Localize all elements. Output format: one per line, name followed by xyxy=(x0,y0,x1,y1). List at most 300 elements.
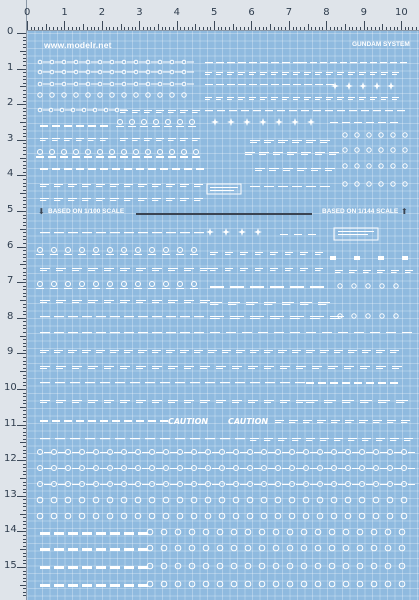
decal-ring xyxy=(94,282,99,287)
decal-ring xyxy=(352,314,356,318)
decal-line xyxy=(88,270,95,271)
decal-ring xyxy=(122,150,127,155)
decal-line xyxy=(282,302,294,303)
decal-line xyxy=(70,382,80,383)
series-label: GUNDAM SYSTEM xyxy=(352,41,410,48)
decal-line xyxy=(230,286,244,288)
decal-line xyxy=(235,438,245,439)
decal-line xyxy=(54,350,63,351)
decal-line xyxy=(166,316,176,317)
decal-ring xyxy=(388,450,393,455)
decal-line xyxy=(285,252,293,253)
decal-line xyxy=(212,468,219,469)
decal-line xyxy=(40,302,47,303)
left-ruler-number: 1 xyxy=(7,61,14,73)
decal-line xyxy=(184,366,194,367)
decal-line xyxy=(324,452,331,453)
decal-line xyxy=(151,62,158,63)
decal-line xyxy=(320,440,326,441)
decal-line xyxy=(56,300,66,301)
decal-line xyxy=(136,270,143,271)
decal-line xyxy=(292,186,302,187)
decal-line xyxy=(184,484,191,485)
decal-line xyxy=(184,302,191,303)
decal-ring xyxy=(80,450,85,455)
decal-line xyxy=(396,400,408,401)
decal-line xyxy=(110,232,120,233)
decal-line xyxy=(52,168,60,170)
decal-ring xyxy=(66,482,71,487)
decal-line xyxy=(54,352,60,353)
decal-line xyxy=(168,270,175,271)
decal-line xyxy=(115,382,125,383)
decal-ring xyxy=(98,70,102,74)
decal-line xyxy=(84,156,92,158)
decal-line xyxy=(264,400,274,401)
decal-ring xyxy=(52,482,57,487)
decal-ring xyxy=(107,513,113,519)
decal-line xyxy=(166,200,172,201)
decal-line xyxy=(52,125,60,127)
decal-line xyxy=(88,302,95,303)
decal-line xyxy=(260,74,265,75)
decal-ring xyxy=(164,450,169,455)
decal-line xyxy=(304,84,312,85)
decal-ring xyxy=(203,529,209,535)
decal-line xyxy=(104,300,114,301)
decal-line xyxy=(152,268,162,269)
decal-line xyxy=(145,438,155,439)
decal-ring xyxy=(51,513,57,519)
decal-line xyxy=(331,420,340,421)
decal-line xyxy=(292,350,301,351)
decal-line xyxy=(56,400,66,401)
decal-line xyxy=(232,400,242,401)
left-ruler-number: 14 xyxy=(4,524,17,536)
decal-line xyxy=(242,332,252,333)
decal-ring xyxy=(66,466,71,471)
decal-ring xyxy=(262,466,267,471)
decal-ring xyxy=(93,497,99,503)
decal-line xyxy=(110,584,120,587)
decal-line xyxy=(293,97,300,98)
decal-ring xyxy=(261,497,267,503)
decal-ring xyxy=(301,529,307,535)
decal-line xyxy=(205,99,210,100)
decal-line xyxy=(334,440,340,441)
decal-line xyxy=(264,402,271,403)
decal-line xyxy=(334,352,340,353)
decal-line xyxy=(152,186,158,187)
decal-ring xyxy=(380,284,384,288)
decal-line xyxy=(152,270,159,271)
decal-line xyxy=(342,122,350,123)
decal-line xyxy=(138,200,144,201)
decal-ring xyxy=(248,482,253,487)
decal-line xyxy=(354,256,360,260)
decal-line xyxy=(132,140,138,141)
decal-line xyxy=(67,62,74,63)
decal-ring xyxy=(355,133,359,137)
decal-line xyxy=(329,154,336,155)
decal-line xyxy=(232,402,239,403)
decal-ring xyxy=(158,82,162,86)
decal-line xyxy=(376,350,385,351)
decal-line xyxy=(277,110,285,111)
decal-line xyxy=(44,468,51,469)
decal-line xyxy=(296,468,303,469)
left-ruler-number: 8 xyxy=(7,310,14,322)
decal-line xyxy=(296,366,306,367)
decal-ring xyxy=(290,450,295,455)
decal-ring xyxy=(38,70,42,74)
decal-ring xyxy=(52,466,57,471)
decal-line xyxy=(311,168,321,169)
decal-ring xyxy=(107,497,113,503)
decal-line xyxy=(56,268,66,269)
decal-ring xyxy=(374,482,379,487)
decal-line xyxy=(240,270,246,271)
decal-line xyxy=(54,232,64,233)
decal-ring xyxy=(343,182,347,186)
decal-ring xyxy=(304,450,309,455)
decal-ring xyxy=(245,563,251,569)
decal-line xyxy=(40,548,50,551)
decal-line xyxy=(104,366,114,367)
decal-line xyxy=(210,190,234,191)
decal-line xyxy=(246,304,254,305)
decal-line xyxy=(280,366,290,367)
decal-line xyxy=(138,584,148,587)
decal-line xyxy=(322,332,332,333)
decal-line xyxy=(315,74,320,75)
decal-ring xyxy=(38,466,43,471)
decal-line xyxy=(180,186,186,187)
decal-line xyxy=(338,231,374,232)
decal-line xyxy=(359,72,366,73)
decal-ring xyxy=(403,164,407,168)
decal-line xyxy=(293,62,301,63)
decal-line xyxy=(290,286,304,288)
decal-line xyxy=(156,112,162,113)
decal-line xyxy=(124,200,130,201)
decal-star xyxy=(243,118,251,126)
decal-line xyxy=(282,468,289,469)
decal-ring xyxy=(273,563,279,569)
decal-ring xyxy=(122,60,126,64)
decal-line xyxy=(58,468,65,469)
decal-ring xyxy=(206,482,211,487)
decal-line xyxy=(144,112,150,113)
decal-line xyxy=(200,268,210,269)
decal-ring xyxy=(315,529,321,535)
decal-ring xyxy=(259,545,265,551)
decal-box xyxy=(207,184,241,194)
decal-line xyxy=(238,74,243,75)
decal-line xyxy=(334,350,343,351)
decal-line xyxy=(264,368,271,369)
decal-line xyxy=(175,72,182,73)
decal-line xyxy=(330,256,336,260)
decal-line xyxy=(138,548,148,551)
decal-line xyxy=(166,332,176,333)
decal-line xyxy=(394,452,401,453)
decal-ring xyxy=(108,450,113,455)
decal-line xyxy=(88,400,98,401)
decal-line xyxy=(271,84,279,85)
decal-ring xyxy=(329,529,335,535)
decal-ring xyxy=(65,497,71,503)
decal-line xyxy=(138,566,148,569)
decal-line xyxy=(269,170,276,171)
decal-line xyxy=(278,142,285,143)
decal-line xyxy=(68,532,78,535)
decal-line xyxy=(110,548,120,551)
decal-line xyxy=(200,270,207,271)
decal-line xyxy=(152,200,158,201)
decal-line xyxy=(40,168,48,170)
decal-line xyxy=(345,422,351,423)
decal-line xyxy=(166,352,172,353)
decal-line xyxy=(190,438,200,439)
decal-line xyxy=(100,138,108,139)
decal-line xyxy=(387,420,396,421)
decal-line xyxy=(184,270,191,271)
decal-line xyxy=(120,302,127,303)
decal-line xyxy=(194,332,204,333)
decal-line xyxy=(292,352,298,353)
decal-ring xyxy=(345,513,351,519)
decal-ring xyxy=(146,70,150,74)
decal-line xyxy=(124,232,134,233)
decal-line xyxy=(366,468,373,469)
decal-line xyxy=(373,110,381,111)
decal-line xyxy=(58,452,65,453)
decal-line xyxy=(360,366,370,367)
decal-line xyxy=(136,420,144,422)
decal-line xyxy=(348,72,355,73)
decal-line xyxy=(120,156,128,158)
decal-ring xyxy=(150,282,155,287)
decal-line xyxy=(254,468,261,469)
decal-line xyxy=(103,72,110,73)
decal-line xyxy=(210,304,218,305)
decal-line xyxy=(144,156,152,158)
decal-ring xyxy=(371,545,377,551)
decal-line xyxy=(344,366,354,367)
decal-line xyxy=(280,382,290,383)
decal-line xyxy=(216,97,223,98)
decal-line xyxy=(152,232,162,233)
decal-line xyxy=(330,318,340,319)
decal-line xyxy=(194,232,204,233)
decal-line xyxy=(160,438,170,439)
decal-star xyxy=(291,118,299,126)
decal-ring xyxy=(371,581,377,587)
decal-ring xyxy=(303,497,309,503)
decal-line xyxy=(306,440,312,441)
decal-ring xyxy=(166,120,171,125)
decal-line xyxy=(312,366,322,367)
decal-line xyxy=(170,484,177,485)
decal-line xyxy=(400,62,407,63)
decal-ring xyxy=(38,450,43,455)
decal-line xyxy=(194,186,200,187)
decal-line xyxy=(255,268,263,269)
decal-line xyxy=(260,84,268,85)
decal-line xyxy=(100,168,108,170)
decal-line xyxy=(192,156,200,158)
decal-ring xyxy=(163,513,169,519)
decal-line xyxy=(338,234,368,235)
decal-line xyxy=(180,350,189,351)
decal-line xyxy=(290,318,300,319)
decal-line xyxy=(52,140,58,141)
decal-line xyxy=(96,186,102,187)
decal-line xyxy=(226,468,233,469)
decal-line xyxy=(337,72,344,73)
decal-line xyxy=(54,316,64,317)
decal-ring xyxy=(175,529,181,535)
decal-line xyxy=(310,452,317,453)
decal-line xyxy=(148,168,156,170)
decal-line xyxy=(55,62,62,63)
decal-star xyxy=(387,82,395,90)
decal-line xyxy=(127,62,134,63)
decal-line xyxy=(40,300,50,301)
decal-line xyxy=(376,440,382,441)
decal-line xyxy=(54,186,60,187)
decal-line xyxy=(387,422,393,423)
decal-ring xyxy=(50,150,55,155)
decal-line xyxy=(56,368,63,369)
decal-line xyxy=(238,84,246,85)
decal-ring xyxy=(189,545,195,551)
decal-line xyxy=(334,438,343,439)
decal-line xyxy=(180,198,189,199)
decal-ring xyxy=(178,466,183,471)
decal-ring xyxy=(86,70,90,74)
decal-line xyxy=(394,468,401,469)
decal-ring xyxy=(175,563,181,569)
decal-ring xyxy=(50,60,54,64)
left-ruler-number: 6 xyxy=(7,239,14,251)
decal-line xyxy=(273,152,283,153)
decal-line xyxy=(255,254,261,255)
right-scale-label: BASED ON 1/144 SCALE xyxy=(322,208,399,215)
decal-line xyxy=(205,438,215,439)
decal-line xyxy=(280,368,287,369)
decal-line xyxy=(40,232,50,233)
decal-ring xyxy=(276,450,281,455)
decal-line xyxy=(72,156,80,158)
decal-line xyxy=(79,62,86,63)
decal-ring xyxy=(134,82,138,86)
decal-ring xyxy=(134,150,139,155)
decal-line xyxy=(168,268,178,269)
decal-line xyxy=(391,270,399,271)
decal-line xyxy=(40,366,50,367)
decal-line xyxy=(226,484,233,485)
decal-line xyxy=(248,402,255,403)
decal-line xyxy=(136,366,146,367)
decal-line xyxy=(250,440,256,441)
decal-line xyxy=(128,452,135,453)
decal-line xyxy=(392,72,399,73)
decal-ring xyxy=(367,164,371,168)
decal-ring xyxy=(329,563,335,569)
decal-ring xyxy=(122,482,127,487)
decal-line xyxy=(270,316,284,317)
decal-line xyxy=(306,402,314,403)
decal-ring xyxy=(205,513,211,519)
decal-line xyxy=(408,452,415,453)
decal-line xyxy=(280,400,290,401)
decal-ring xyxy=(110,93,114,97)
decal-ring xyxy=(190,120,195,125)
decal-line xyxy=(58,484,65,485)
decal-line xyxy=(348,97,355,98)
decal-line xyxy=(348,440,354,441)
decal-line xyxy=(205,74,210,75)
decal-line xyxy=(264,350,273,351)
decal-line xyxy=(405,272,411,273)
decal-line xyxy=(120,268,130,269)
decal-ring xyxy=(38,60,42,64)
decal-line xyxy=(392,97,399,98)
decal-line xyxy=(255,270,261,271)
decal-line xyxy=(250,142,257,143)
decal-ring xyxy=(391,182,395,186)
decal-line xyxy=(331,422,337,423)
decal-line xyxy=(220,438,230,439)
decal-line xyxy=(56,366,66,367)
decal-line xyxy=(160,382,170,383)
decal-star xyxy=(359,82,367,90)
top-ruler-number: 5 xyxy=(211,7,218,18)
decal-line xyxy=(79,72,86,73)
decal-line xyxy=(318,302,330,303)
decal-line xyxy=(156,484,163,485)
decal-line xyxy=(72,452,79,453)
decal-line xyxy=(306,332,316,333)
left-ruler-number: 7 xyxy=(7,275,14,287)
decal-line xyxy=(184,468,191,469)
decal-ring xyxy=(146,93,150,97)
decal-ring xyxy=(149,513,155,519)
decal-ring xyxy=(367,133,371,137)
decal-line xyxy=(227,84,235,85)
decal-line xyxy=(184,168,192,170)
decal-ring xyxy=(121,513,127,519)
decal-ring xyxy=(359,497,365,503)
decal-ring xyxy=(108,282,113,287)
decal-line xyxy=(40,200,46,201)
decal-line xyxy=(216,368,223,369)
decal-line xyxy=(275,422,281,423)
decal-line xyxy=(138,352,144,353)
decal-line xyxy=(326,97,333,98)
decal-line xyxy=(68,186,74,187)
decal-line xyxy=(103,84,110,85)
decal-line xyxy=(269,168,279,169)
decal-line xyxy=(184,268,194,269)
decal-line xyxy=(396,402,404,403)
decal-line xyxy=(100,468,107,469)
decal-line xyxy=(282,62,290,63)
decal-line xyxy=(270,286,284,288)
decal-line xyxy=(338,468,345,469)
